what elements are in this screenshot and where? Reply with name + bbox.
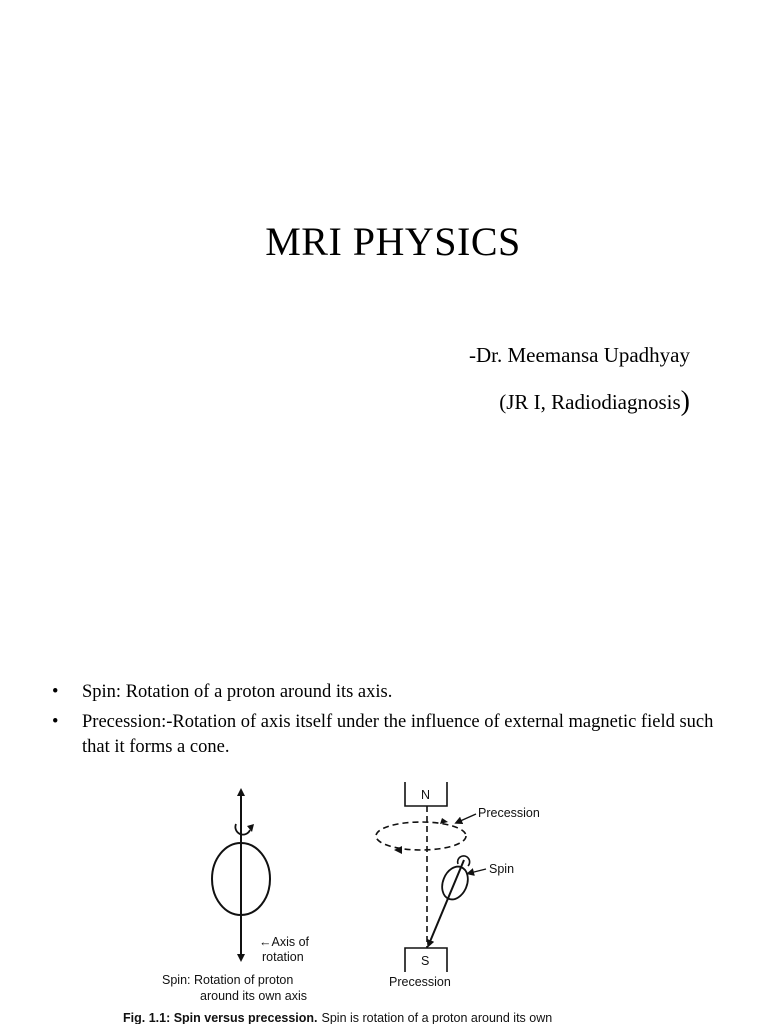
bullet-list	[52, 680, 732, 765]
spin-caption-line1: Spin: Rotation of proton	[162, 973, 294, 987]
axis-label-line2: rotation	[262, 950, 304, 964]
spin-diagram	[162, 792, 310, 1003]
precession-caption: Precession	[389, 975, 451, 989]
bullet-icon: •	[52, 712, 59, 732]
bullet-item-spin	[52, 680, 732, 705]
figure-caption	[123, 1011, 552, 1024]
spin-arrow-icon	[235, 824, 250, 835]
figure-caption-bold: Fig. 1.1: Spin versus precession.	[123, 1011, 318, 1024]
precession-ellipse-arrow-right	[440, 818, 448, 824]
spin-pointer	[470, 869, 486, 873]
bullet-icon: •	[52, 682, 59, 702]
north-pole-label: N	[421, 788, 431, 802]
precession-cone-ellipse	[376, 822, 466, 850]
south-pole-label: S	[421, 954, 430, 968]
content-slide	[0, 640, 768, 1024]
bullet-item-precession	[52, 710, 732, 760]
spin-label: Spin	[489, 862, 515, 876]
affiliation-text: (JR I, Radiodiagnosis	[499, 390, 681, 414]
author-name: -Dr. Meemansa Upadhyay	[468, 343, 690, 367]
slide-title: MRI PHYSICS	[265, 219, 521, 264]
precession-label: Precession	[478, 806, 540, 820]
affiliation-close-paren: )	[680, 386, 690, 417]
precession-pointer	[458, 814, 476, 822]
bullet-text: Spin: Rotation of a proton around its axis.	[82, 682, 393, 702]
precession-diagram	[376, 782, 540, 989]
axis-label-line1: ←Axis of	[259, 935, 310, 949]
figure-caption-text: Spin is rotation of a proton around its own	[321, 1011, 553, 1024]
spin-caption-line2: around its own axis	[200, 989, 308, 1003]
spin-vs-precession-figure	[0, 780, 768, 1024]
bullet-text: Precession:-Rotation of axis itself under the influence of external magnetic field such that it forms a cone.	[82, 712, 714, 757]
author-affiliation	[499, 386, 690, 418]
